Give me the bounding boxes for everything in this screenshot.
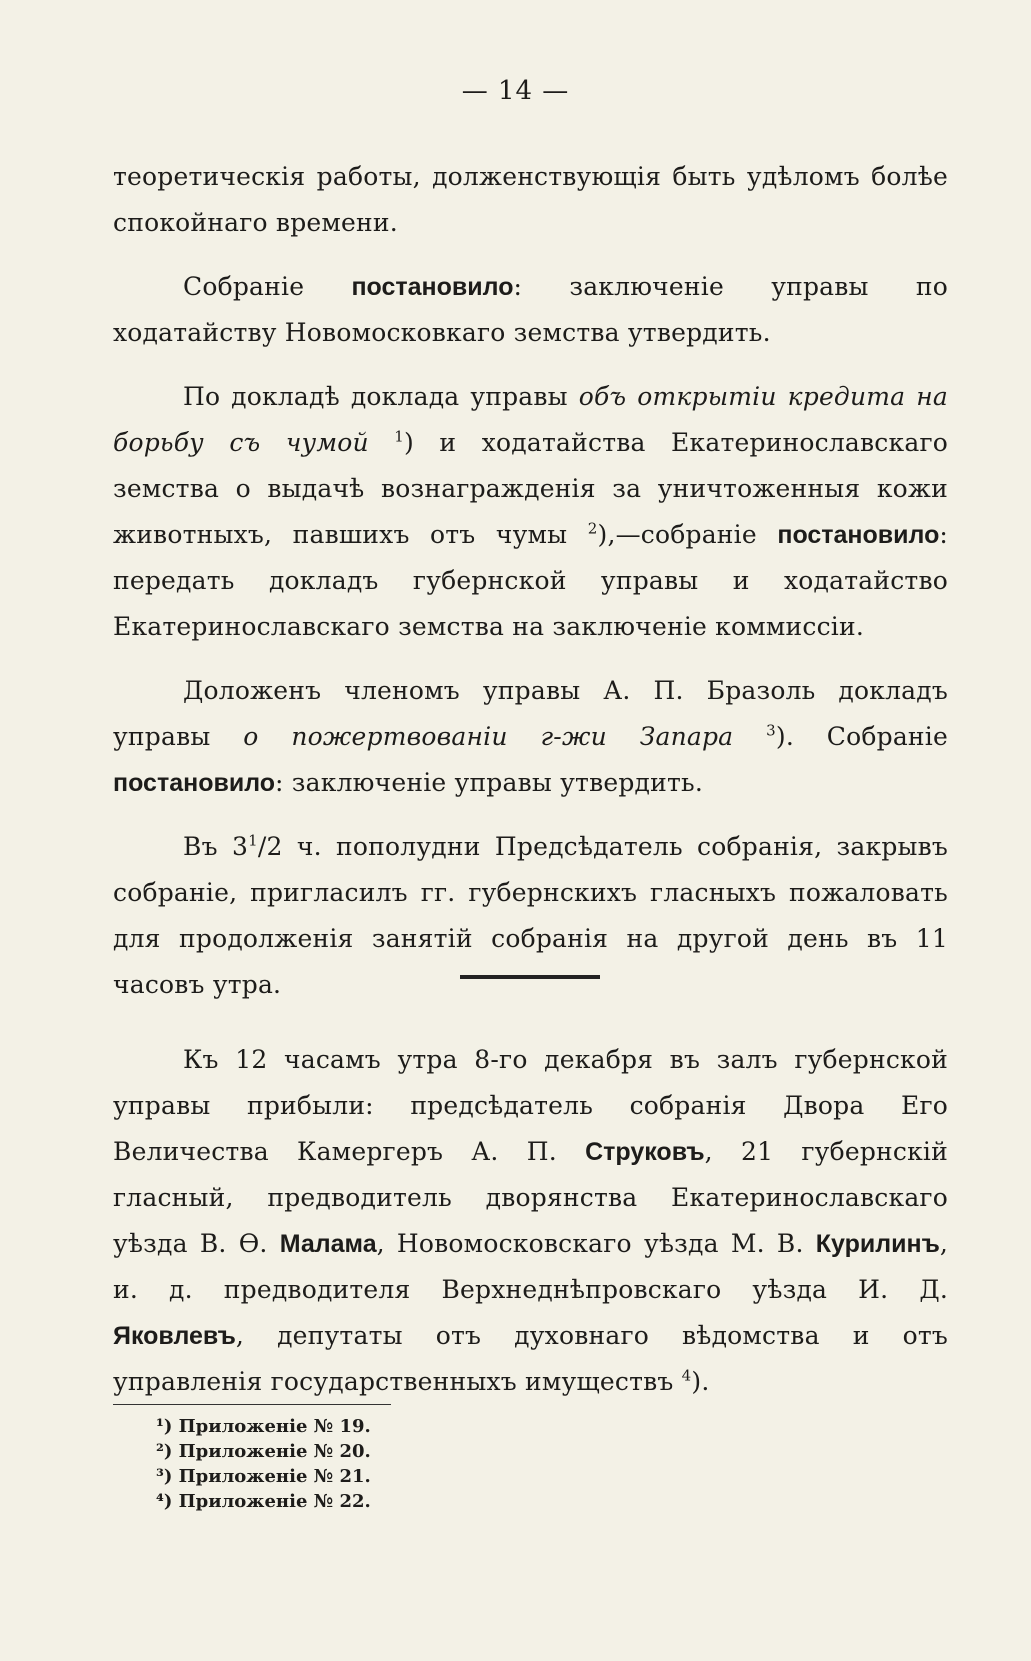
footnote-ref-3: 3 [766, 721, 776, 740]
paragraph-4-middle: ). Собраніе [775, 722, 948, 751]
paragraph-3-start: По докладѣ доклада управы [183, 382, 579, 411]
paragraph-3 [113, 374, 948, 650]
resolution-keyword: постановило [351, 273, 514, 301]
paragraph-gap [113, 356, 948, 374]
paragraph-3-resolution-intro: ),—собраніе [597, 520, 778, 549]
paragraph-6-part-i: , депутаты отъ духовнаго вѣдомства и отъ управленія государственныхъ имуществъ [113, 1321, 948, 1396]
paragraph-3-italic: объ открытіи кредита на борьбу съ чумой [113, 382, 948, 457]
footnote-4: ⁴) Приложеніе № 22. [156, 1491, 371, 1512]
page-number: — 14 — [461, 76, 570, 106]
person-kurilin: Курилинъ [815, 1230, 940, 1258]
paragraph-gap [113, 650, 948, 668]
footnotes [156, 1414, 371, 1514]
person-yakovlev: Яковлевъ [113, 1322, 236, 1350]
paragraph-6-part-j: ). [691, 1367, 710, 1396]
paragraph-3-end: : передать докладъ губернской управы и ходатайство Екатеринославскаго земства на заключеніе коммиссіи. [113, 520, 948, 641]
paragraph-4-start: Доложенъ членомъ управы А. П. Бразоль докладъ управы [113, 676, 948, 751]
paragraph-3-middle: ) и ходатайства Екатеринославскаго земства о выдачѣ вознагражденія за уничтоженныя кожи животныхъ, павшихъ отъ чумы [113, 428, 948, 549]
fraction-numerator: 1 [248, 831, 258, 850]
paragraph-4 [113, 668, 948, 806]
paragraph-6-part-e: , Новомосковскаго уѣзда М. В. [376, 1229, 816, 1258]
resolution-keyword: постановило [777, 521, 940, 549]
footnote-ref-4: 4 [681, 1366, 692, 1385]
footnote-1: ¹) Приложеніе № 19. [156, 1416, 371, 1437]
paragraph-6 [113, 1037, 948, 1405]
resolution-keyword: постановило [113, 769, 276, 797]
paragraph-5-start: Въ 3 [183, 832, 249, 861]
footnote-rule [113, 1404, 391, 1405]
person-malama: Малама [279, 1230, 377, 1258]
paragraph-5-end: /2 ч. пополудни Предсѣдатель собранія, закрывъ собраніе, пригласилъ гг. губернскихъ гласныхъ пожаловать для продолженія занятій собранія на другой день въ 11 часовъ утра. [113, 832, 948, 999]
section-one [113, 154, 948, 1008]
section-separator [460, 975, 600, 979]
paragraph-gap [113, 246, 948, 264]
paragraph-1 [113, 154, 948, 246]
paragraph-2-end: : заключеніе управы по ходатайству Новомосковкаго земства утвердить. [113, 272, 949, 347]
paragraph-6-part-c: , 21 губернскій гласный, предводитель дворянства Екатеринославскаго уѣзда В. Ѳ. [113, 1137, 948, 1258]
paragraph-gap [113, 806, 948, 824]
footnote-2: ²) Приложеніе № 20. [156, 1441, 371, 1462]
footnote-3: ³) Приложеніе № 21. [156, 1466, 371, 1487]
paragraph-4-italic: о пожертвованіи г-жи Запара [243, 722, 734, 751]
footnote-ref-1: 1 [394, 427, 405, 446]
paragraph-2 [113, 264, 948, 356]
person-strukov: Струковъ [585, 1138, 705, 1166]
paragraph-1-text: теоретическія работы, долженствующія быть удѣломъ болѣе спокойнаго времени. [113, 162, 948, 237]
paragraph-2-start: Собраніе [183, 272, 352, 301]
footnote-ref-2: 2 [587, 519, 598, 538]
paragraph-4-end: : заключеніе управы утвердить. [275, 768, 703, 797]
paragraph-6-part-g: , и. д. предводителя Верхнеднѣпровскаго уѣзда И. Д. [113, 1229, 948, 1304]
paragraph-6-part-a: Къ 12 часамъ утра 8-го декабря въ залъ губернской управы прибыли: предсѣдатель собранія Двора Его Величества Камергеръ А. П. [113, 1045, 948, 1166]
paragraph-5 [113, 824, 948, 1008]
section-two [113, 1037, 948, 1405]
